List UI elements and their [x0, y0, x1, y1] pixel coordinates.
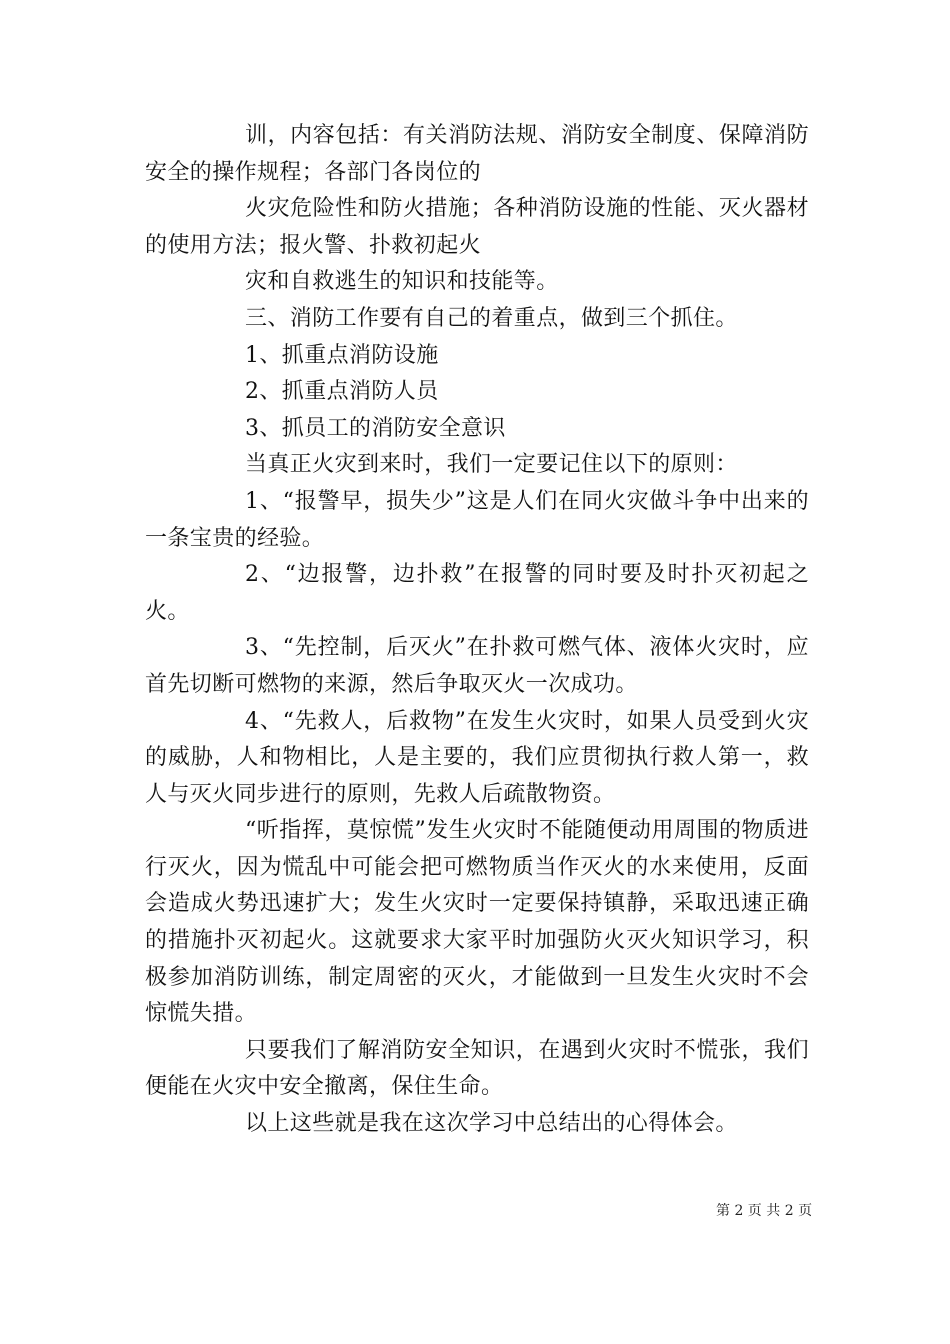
- principle-item: 2、“边报警，边扑救”在报警的同时要及时扑灭初起之火。: [145, 562, 809, 624]
- list-item: 1、抓重点消防设施: [245, 342, 439, 368]
- section-heading: 三、消防工作要有自己的着重点，做到三个抓住。: [245, 305, 738, 331]
- principle-item: 4、“先救人，后救物”在发生火灾时，如果人员受到火灾的威胁，人和物相比，人是主要的，我们应贯彻执行救人第一，救人与灭火同步进行的原则，先救人后疏散物资。: [145, 708, 809, 807]
- paragraph: 灾和自救逃生的知识和技能等。: [245, 269, 559, 295]
- paragraph: “听指挥，莫惊慌”发生火灾时不能随便动用周围的物质进行灭火，因为慌乱中可能会把可燃物质当作灭火的水来使用，反面会造成火势迅速扩大；发生火灾时一定要保持镇静，采取迅速正确的措施扑灭初起火。这就要求大家平时加强防火灭火知识学习，积极参加消防训练，制定周密的灭火，才能做到一旦发生火灾时不会惊慌失措。: [145, 818, 809, 1027]
- paragraph: 只要我们了解消防安全知识，在遇到火灾时不慌张，我们便能在火灾中安全撤离，保住生命。: [145, 1037, 809, 1100]
- page-number: 第 2 页 共 2 页: [716, 1203, 813, 1219]
- principle-item: 3、“先控制，后灭火”在扑救可燃气体、液体火灾时，应首先切断可燃物的来源，然后争取灭火一次成功。: [145, 635, 809, 697]
- paragraph: 当真正火灾到来时，我们一定要记住以下的原则：: [245, 452, 738, 478]
- paragraph: 以上这些就是我在这次学习中总结出的心得体会。: [245, 1111, 738, 1137]
- list-item: 2、抓重点消防人员: [245, 379, 439, 405]
- paragraph: 训，内容包括：有关消防法规、消防安全制度、保障消防安全的操作规程；各部门各岗位的: [145, 123, 809, 185]
- paragraph: 火灾危险性和防火措施；各种消防设施的性能、灭火器材的使用方法；报火警、扑救初起火: [145, 196, 809, 258]
- principle-item: 1、“报警早，损失少”这是人们在同火灾做斗争中出来的一条宝贵的经验。: [145, 488, 809, 551]
- document-body: [145, 118, 809, 1143]
- list-item: 3、抓员工的消防安全意识: [245, 415, 506, 441]
